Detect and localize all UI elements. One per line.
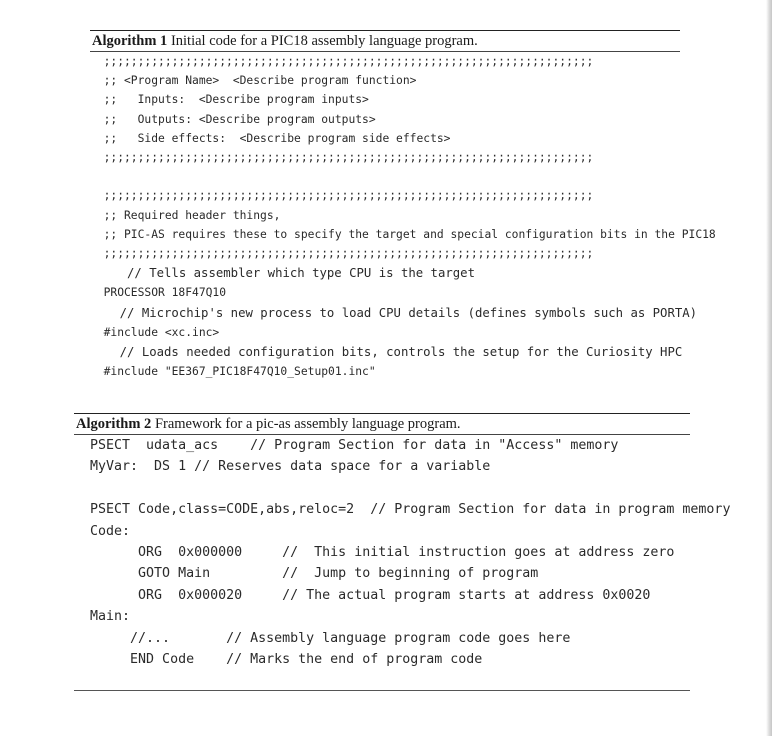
code-line: ;; Outputs: <Describe program outputs> [90, 112, 376, 126]
code-line: ;;;;;;;;;;;;;;;;;;;;;;;;;;;;;;;;;;;;;;;;;;;;;;;;;;;;;;;;;;;;;;;;;;;;;;;; [90, 189, 594, 203]
code-line: // Tells assembler which type CPU is the target [90, 266, 475, 281]
algorithm-1-title: Initial code for a PIC18 assembly language program. [170, 33, 478, 49]
code-line: ;; <Program Name> <Describe program function> [90, 74, 417, 88]
code-line: ;; Inputs: <Describe program inputs> [90, 93, 369, 107]
algorithm-2-label: Algorithm 2 [76, 416, 152, 432]
code-line: ;; Side effects: <Describe program side effects> [90, 131, 451, 145]
code-line: #include "EE367_PIC18F47Q10_Setup01.inc" [90, 365, 376, 379]
code-line: Code: [74, 523, 131, 539]
code-line: PROCESSOR 18F47Q10 [90, 286, 227, 300]
code-line: END Code // Marks the end of program code [74, 651, 483, 667]
algorithm-1-caption [90, 31, 680, 51]
algorithm-2-bottom-rule [74, 690, 690, 691]
code-line [90, 167, 680, 186]
code-line: MyVar: DS 1 // Reserves data space for a variable [74, 459, 491, 475]
code-line: PSECT udata_acs // Program Section for data in "Access" memory [74, 438, 619, 453]
algorithm-2-caption [74, 414, 690, 434]
algorithm-2-code [74, 435, 731, 670]
code-line: ;;;;;;;;;;;;;;;;;;;;;;;;;;;;;;;;;;;;;;;;;;;;;;;;;;;;;;;;;;;;;;;;;;;;;;;; [90, 150, 594, 164]
code-line: ;;;;;;;;;;;;;;;;;;;;;;;;;;;;;;;;;;;;;;;;;;;;;;;;;;;;;;;;;;;;;;;;;;;;;;;; [90, 246, 594, 260]
page-edge-shadow [766, 0, 772, 736]
code-line: #include <xc.inc> [90, 325, 220, 339]
algorithm-1-label: Algorithm 1 [92, 33, 168, 49]
code-line: PSECT Code,class=CODE,abs,reloc=2 // Program Section for data in program memory [74, 502, 731, 518]
code-line: ORG 0x000000 // This initial instruction goes at address zero [74, 544, 675, 560]
code-line [74, 478, 690, 499]
algorithm-1-code [90, 52, 716, 382]
algorithm-2-block [74, 413, 731, 670]
code-line: //... // Assembly language program code goes here [74, 630, 571, 646]
algorithm-1-block [90, 30, 716, 382]
code-line: ;;;;;;;;;;;;;;;;;;;;;;;;;;;;;;;;;;;;;;;;;;;;;;;;;;;;;;;;;;;;;;;;;;;;;;;; [90, 55, 594, 68]
code-line: ;; PIC-AS requires these to specify the target and special configuration bits in the PIC18 [90, 227, 716, 241]
code-line: GOTO Main // Jump to beginning of program [74, 566, 539, 582]
code-line: // Loads needed configuration bits, controls the setup for the Curiosity HPC [90, 345, 683, 360]
code-line: // Microchip's new process to load CPU details (defines symbols such as PORTA) [90, 305, 698, 320]
code-line: ;; Required header things, [90, 208, 281, 222]
code-line: Main: [74, 609, 131, 625]
code-line: ORG 0x000020 // The actual program starts at address 0x0020 [74, 587, 651, 603]
algorithm-2-title: Framework for a pic-as assembly language program. [154, 416, 461, 432]
